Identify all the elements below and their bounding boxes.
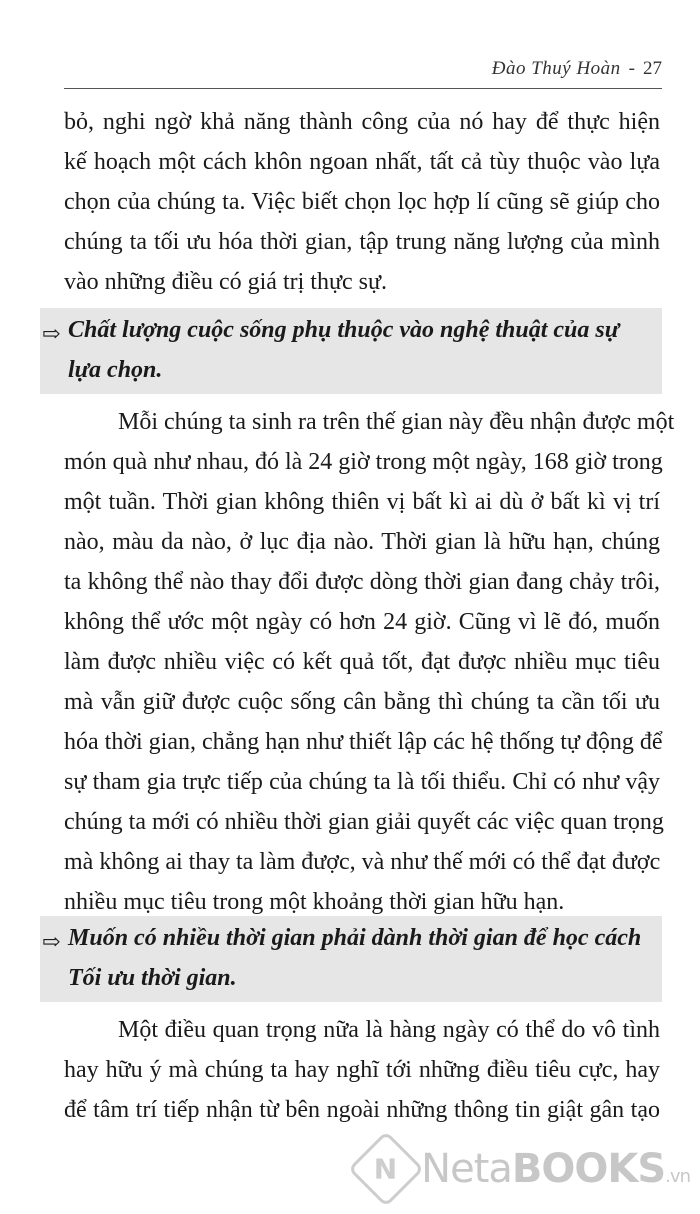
paragraph-line: làm được nhiều việc có kết quả tốt, đạt được nhiều mục tiêu (64, 649, 660, 675)
paragraph-line: không thể ước một ngày có hơn 24 giờ. Cũng vì lẽ đó, muốn (64, 609, 660, 635)
paragraph-line: hay hữu ý mà chúng ta hay nghĩ tới những điều tiêu cực, hay (64, 1057, 660, 1083)
paragraph-2 (64, 402, 675, 922)
arrow-right-icon: ⇨ (42, 929, 61, 954)
paragraph-3 (64, 1010, 660, 1130)
paragraph-line: sự tham gia trực tiếp của chúng ta là tối thiểu. Chỉ có như vậy (64, 769, 660, 795)
paragraph-line: bỏ, nghi ngờ khả năng thành công của nó hay để thực hiện (64, 109, 660, 135)
paragraph-line: chúng ta mới có nhiều thời gian giải quyết các việc quan trọng (64, 809, 664, 835)
paragraph-line: mà không ai thay ta làm được, và như thế mới có thể đạt được (64, 849, 661, 875)
paragraph-line: vào những điều có giá trị thực sự. (64, 269, 387, 295)
paragraph-1 (64, 102, 660, 302)
callout-line: Muốn có nhiều thời gian phải dành thời gian để học cách (68, 925, 642, 951)
paragraph-line: hóa thời gian, chẳng hạn như thiết lập các hệ thống tự động để (64, 729, 663, 755)
paragraph-line: để tâm trí tiếp nhận từ bên ngoài những thông tin giật gân tạo (64, 1097, 660, 1123)
callout-1 (40, 308, 662, 394)
header-author: Đào Thuý Hoàn (491, 58, 621, 79)
paragraph-line: một tuần. Thời gian không thiên vị bất kì ai dù ở bất kì vị trí (64, 489, 660, 515)
running-header (492, 58, 662, 80)
netabooks-watermark (359, 1142, 690, 1196)
paragraph-line: Mỗi chúng ta sinh ra trên thế gian này đều nhận được một (118, 409, 675, 435)
arrow-right-icon: ⇨ (42, 321, 61, 346)
paragraph-line: nhiều mục tiêu trong một khoảng thời gian hữu hạn. (64, 889, 565, 915)
paragraph-line: kế hoạch một cách khôn ngoan nhất, tất cả tùy thuộc vào lựa (64, 149, 660, 175)
paragraph-line: ta không thể nào thay đổi được dòng thời gian đang chảy trôi, (64, 569, 660, 595)
callout-line: Chất lượng cuộc sống phụ thuộc vào nghệ thuật của sự (68, 317, 620, 343)
watermark-text: NetaBOOKS.vn (421, 1146, 690, 1192)
page-number: 27 (643, 58, 662, 79)
callout-2 (40, 916, 662, 1002)
paragraph-line: món quà như nhau, đó là 24 giờ trong một ngày, 168 giờ trong (64, 449, 663, 475)
paragraph-line: mà vẫn giữ được cuộc sống cân bằng thì chúng ta cần tối ưu (64, 689, 660, 715)
paragraph-line: chọn của chúng ta. Việc biết chọn lọc hợp lí cũng sẽ giúp cho (64, 189, 660, 215)
callout-line: lựa chọn. (68, 357, 163, 383)
callout-line: Tối ưu thời gian. (68, 965, 237, 991)
paragraph-line: chúng ta tối ưu hóa thời gian, tập trung năng lượng của mình (64, 229, 660, 255)
paragraph-line: Một điều quan trọng nữa là hàng ngày có thể do vô tình (118, 1017, 660, 1043)
netabooks-logo-icon: N (348, 1131, 424, 1207)
header-separator: - (628, 58, 635, 79)
paragraph-line: nào, màu da nào, ở lục địa nào. Thời gian là hữu hạn, chúng (64, 529, 660, 555)
header-rule (64, 88, 662, 89)
